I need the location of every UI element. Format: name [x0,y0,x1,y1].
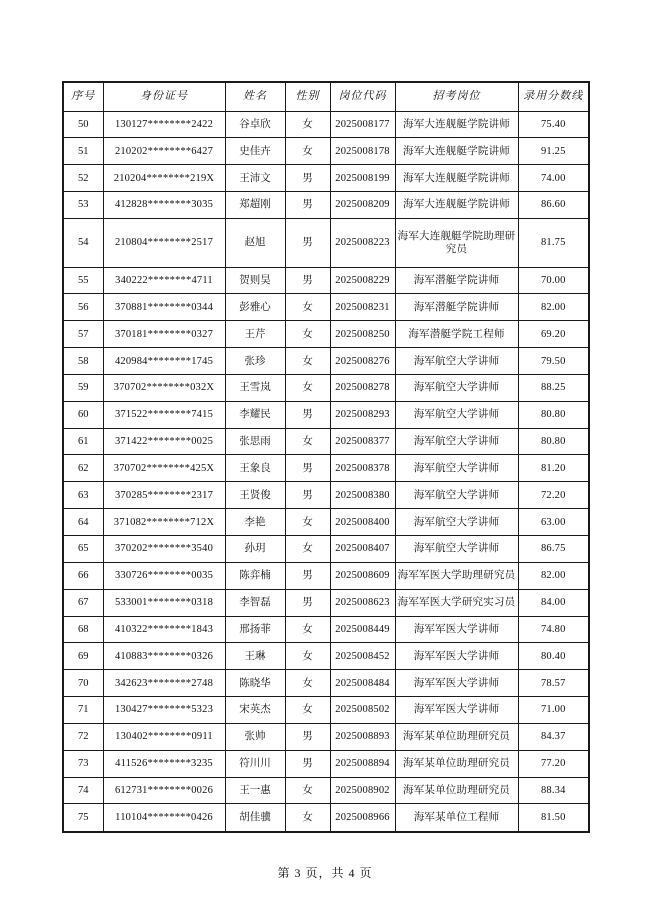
cell-position-code: 2025008502 [330,697,395,724]
table-row [63,374,589,401]
table-row [63,723,589,750]
table-header-row [63,82,589,111]
cell-admission-score: 81.75 [518,218,589,267]
cell-recruit-position: 海军大连舰艇学院讲师 [395,165,518,192]
cell-seq: 58 [63,348,103,375]
cell-position-code: 2025008223 [330,218,395,267]
cell-id-number: 533001********0318 [103,589,225,616]
cell-name: 李智磊 [225,589,285,616]
cell-name: 王沛文 [225,165,285,192]
cell-position-code: 2025008199 [330,165,395,192]
page-footer: 第 3 页，共 4 页 [277,866,373,880]
cell-seq: 51 [63,138,103,165]
cell-admission-score: 86.60 [518,192,589,219]
cell-name: 王贤俊 [225,482,285,509]
cell-admission-score: 91.25 [518,138,589,165]
cell-gender: 男 [285,589,330,616]
cell-admission-score: 74.80 [518,616,589,643]
cell-admission-score: 80.40 [518,643,589,670]
cell-recruit-position: 海军大连舰艇学院助理研究员 [395,218,518,267]
cell-recruit-position: 海军某单位助理研究员 [395,750,518,777]
cell-gender: 男 [285,401,330,428]
cell-id-number: 370202********3540 [103,535,225,562]
table-row [63,697,589,724]
cell-position-code: 2025008902 [330,777,395,804]
cell-recruit-position: 海军军医大学讲师 [395,616,518,643]
cell-id-number: 340222********4711 [103,267,225,294]
cell-gender: 女 [285,804,330,832]
table-row [63,165,589,192]
cell-name: 孙玥 [225,535,285,562]
table-row [63,428,589,455]
cell-gender: 男 [285,482,330,509]
cell-seq: 72 [63,723,103,750]
table-row [63,455,589,482]
cell-admission-score: 79.50 [518,348,589,375]
table-row [63,670,589,697]
cell-admission-score: 72.20 [518,482,589,509]
cell-seq: 50 [63,111,103,138]
cell-name: 邢扬菲 [225,616,285,643]
cell-id-number: 411526********3235 [103,750,225,777]
cell-name: 李艳 [225,509,285,536]
cell-recruit-position: 海军某单位助理研究员 [395,777,518,804]
cell-id-number: 130402********0911 [103,723,225,750]
cell-position-code: 2025008377 [330,428,395,455]
cell-id-number: 210804********2517 [103,218,225,267]
cell-recruit-position: 海军大连舰艇学院讲师 [395,138,518,165]
cell-seq: 55 [63,267,103,294]
cell-recruit-position: 海军大连舰艇学院讲师 [395,111,518,138]
cell-id-number: 370702********032X [103,374,225,401]
cell-id-number: 110104********0426 [103,804,225,832]
cell-position-code: 2025008400 [330,509,395,536]
table-row [63,804,589,832]
cell-seq: 71 [63,697,103,724]
score-table [62,81,590,833]
cell-position-code: 2025008231 [330,294,395,321]
cell-name: 张帅 [225,723,285,750]
cell-seq: 60 [63,401,103,428]
cell-name: 赵旭 [225,218,285,267]
cell-seq: 70 [63,670,103,697]
cell-gender: 男 [285,750,330,777]
cell-gender: 女 [285,294,330,321]
cell-admission-score: 84.37 [518,723,589,750]
cell-id-number: 370702********425X [103,455,225,482]
cell-position-code: 2025008449 [330,616,395,643]
cell-admission-score: 82.00 [518,294,589,321]
cell-gender: 男 [285,455,330,482]
column-header-position-code: 岗位代码 [330,82,395,111]
table-row [63,482,589,509]
cell-seq: 52 [63,165,103,192]
cell-position-code: 2025008623 [330,589,395,616]
cell-id-number: 130427********5323 [103,697,225,724]
cell-gender: 女 [285,616,330,643]
cell-gender: 男 [285,218,330,267]
cell-admission-score: 74.00 [518,165,589,192]
cell-name: 陈弈楠 [225,562,285,589]
cell-gender: 女 [285,697,330,724]
column-header-name: 姓名 [225,82,285,111]
cell-gender: 女 [285,374,330,401]
cell-name: 谷卓欣 [225,111,285,138]
cell-position-code: 2025008452 [330,643,395,670]
cell-name: 李耀民 [225,401,285,428]
cell-gender: 女 [285,670,330,697]
cell-seq: 68 [63,616,103,643]
cell-admission-score: 81.50 [518,804,589,832]
cell-seq: 69 [63,643,103,670]
cell-position-code: 2025008278 [330,374,395,401]
cell-id-number: 410322********1843 [103,616,225,643]
cell-seq: 53 [63,192,103,219]
cell-recruit-position: 海军军医大学助理研究员 [395,562,518,589]
cell-position-code: 2025008209 [330,192,395,219]
cell-recruit-position: 海军航空大学讲师 [395,428,518,455]
cell-seq: 62 [63,455,103,482]
table-row [63,138,589,165]
cell-recruit-position: 海军航空大学讲师 [395,401,518,428]
table-row [63,535,589,562]
cell-admission-score: 88.25 [518,374,589,401]
cell-id-number: 420984********1745 [103,348,225,375]
column-header-gender: 性别 [285,82,330,111]
cell-recruit-position: 海军航空大学讲师 [395,348,518,375]
cell-gender: 女 [285,535,330,562]
cell-id-number: 410883********0326 [103,643,225,670]
cell-gender: 女 [285,428,330,455]
cell-id-number: 370285********2317 [103,482,225,509]
cell-admission-score: 84.00 [518,589,589,616]
column-header-admission-score: 录用分数线 [518,82,589,111]
cell-id-number: 370881********0344 [103,294,225,321]
cell-recruit-position: 海军军医大学讲师 [395,643,518,670]
cell-seq: 74 [63,777,103,804]
table-row [63,777,589,804]
cell-position-code: 2025008380 [330,482,395,509]
cell-seq: 61 [63,428,103,455]
cell-id-number: 371082********712X [103,509,225,536]
table-row [63,111,589,138]
cell-seq: 73 [63,750,103,777]
cell-id-number: 371422********0025 [103,428,225,455]
cell-position-code: 2025008378 [330,455,395,482]
cell-recruit-position: 海军某单位工程师 [395,804,518,832]
cell-admission-score: 69.20 [518,321,589,348]
cell-name: 郑超刚 [225,192,285,219]
table-row [63,348,589,375]
cell-recruit-position: 海军某单位助理研究员 [395,723,518,750]
cell-admission-score: 75.40 [518,111,589,138]
cell-recruit-position: 海军航空大学讲师 [395,455,518,482]
cell-seq: 57 [63,321,103,348]
cell-admission-score: 86.75 [518,535,589,562]
table-body [63,111,589,832]
cell-admission-score: 71.00 [518,697,589,724]
cell-name: 胡佳骥 [225,804,285,832]
cell-position-code: 2025008609 [330,562,395,589]
table-row [63,589,589,616]
cell-admission-score: 70.00 [518,267,589,294]
cell-position-code: 2025008250 [330,321,395,348]
cell-id-number: 330726********0035 [103,562,225,589]
cell-id-number: 210204********219X [103,165,225,192]
cell-recruit-position: 海军军医大学研究实习员 [395,589,518,616]
table-row [63,218,589,267]
column-header-recruit-position: 招考岗位 [395,82,518,111]
table-row [63,750,589,777]
cell-admission-score: 80.80 [518,428,589,455]
cell-gender: 男 [285,192,330,219]
cell-seq: 54 [63,218,103,267]
cell-id-number: 342623********2748 [103,670,225,697]
table-row [63,267,589,294]
cell-recruit-position: 海军军医大学讲师 [395,697,518,724]
column-header-id-number: 身份证号 [103,82,225,111]
cell-name: 宋英杰 [225,697,285,724]
cell-recruit-position: 海军潜艇学院工程师 [395,321,518,348]
cell-admission-score: 88.34 [518,777,589,804]
cell-gender: 男 [285,267,330,294]
cell-name: 符川川 [225,750,285,777]
cell-gender: 女 [285,509,330,536]
cell-position-code: 2025008276 [330,348,395,375]
cell-id-number: 210202********6427 [103,138,225,165]
table-row [63,643,589,670]
cell-name: 王象良 [225,455,285,482]
cell-gender: 男 [285,723,330,750]
cell-id-number: 612731********0026 [103,777,225,804]
table-row [63,401,589,428]
cell-name: 王琳 [225,643,285,670]
cell-seq: 75 [63,804,103,832]
cell-name: 彭雅心 [225,294,285,321]
cell-admission-score: 81.20 [518,455,589,482]
cell-gender: 男 [285,562,330,589]
cell-position-code: 2025008484 [330,670,395,697]
cell-id-number: 130127********2422 [103,111,225,138]
cell-recruit-position: 海军潜艇学院讲师 [395,267,518,294]
cell-seq: 63 [63,482,103,509]
column-header-seq: 序号 [63,82,103,111]
cell-gender: 女 [285,643,330,670]
table-row [63,616,589,643]
table-row [63,562,589,589]
cell-name: 陈晓华 [225,670,285,697]
table-row [63,321,589,348]
cell-gender: 男 [285,165,330,192]
cell-position-code: 2025008229 [330,267,395,294]
cell-gender: 女 [285,321,330,348]
cell-position-code: 2025008178 [330,138,395,165]
cell-name: 王芹 [225,321,285,348]
cell-seq: 66 [63,562,103,589]
cell-position-code: 2025008293 [330,401,395,428]
cell-seq: 56 [63,294,103,321]
cell-position-code: 2025008177 [330,111,395,138]
cell-seq: 59 [63,374,103,401]
cell-admission-score: 78.57 [518,670,589,697]
cell-admission-score: 82.00 [518,562,589,589]
cell-admission-score: 63.00 [518,509,589,536]
cell-recruit-position: 海军大连舰艇学院讲师 [395,192,518,219]
cell-recruit-position: 海军航空大学讲师 [395,535,518,562]
table-row [63,509,589,536]
cell-seq: 64 [63,509,103,536]
cell-recruit-position: 海军航空大学讲师 [395,509,518,536]
cell-gender: 女 [285,777,330,804]
cell-name: 王一惠 [225,777,285,804]
cell-seq: 67 [63,589,103,616]
cell-id-number: 412828********3035 [103,192,225,219]
cell-gender: 女 [285,348,330,375]
cell-name: 贺则昊 [225,267,285,294]
cell-name: 王雪岚 [225,374,285,401]
cell-position-code: 2025008893 [330,723,395,750]
cell-seq: 65 [63,535,103,562]
cell-recruit-position: 海军潜艇学院讲师 [395,294,518,321]
cell-recruit-position: 海军军医大学讲师 [395,670,518,697]
cell-id-number: 371522********7415 [103,401,225,428]
cell-recruit-position: 海军航空大学讲师 [395,374,518,401]
cell-name: 张思雨 [225,428,285,455]
cell-gender: 女 [285,138,330,165]
cell-position-code: 2025008966 [330,804,395,832]
table-row [63,192,589,219]
table-row [63,294,589,321]
cell-position-code: 2025008407 [330,535,395,562]
cell-admission-score: 80.80 [518,401,589,428]
cell-admission-score: 77.20 [518,750,589,777]
cell-name: 史佳卉 [225,138,285,165]
cell-name: 张珍 [225,348,285,375]
cell-gender: 女 [285,111,330,138]
cell-id-number: 370181********0327 [103,321,225,348]
cell-position-code: 2025008894 [330,750,395,777]
cell-recruit-position: 海军航空大学讲师 [395,482,518,509]
